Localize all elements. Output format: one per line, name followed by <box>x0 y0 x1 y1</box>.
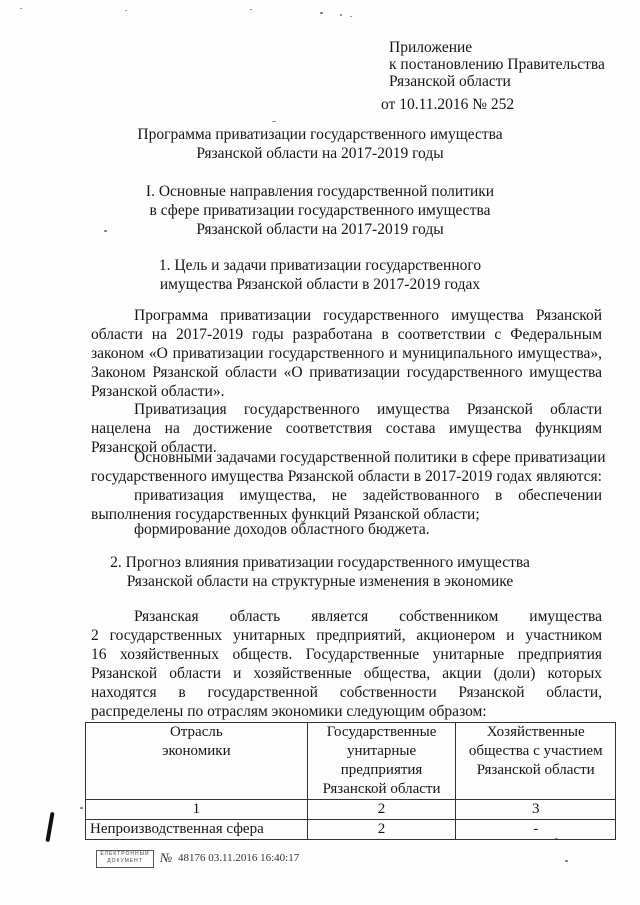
table-numbering-row <box>86 800 616 820</box>
electronic-document-stamp <box>96 850 154 868</box>
subsection1-title-1: 1. Цель и задачи приватизации государственного <box>158 257 482 274</box>
paragraph2-line-1: Приватизация государственного имущества Рязанской области <box>134 401 602 418</box>
pen-mark <box>45 812 54 842</box>
paragraph3-line-5: формирование доходов областного бюджета. <box>134 521 430 538</box>
header-gup-line-2: унитарные <box>346 743 417 759</box>
scan-speck <box>80 807 83 809</box>
header-gup-line-3: предприятия <box>340 762 423 778</box>
scan-speck <box>350 16 352 17</box>
paragraph4-line-5: находятся в государственной собственности Рязанской области, <box>91 684 602 701</box>
stamp-line-2: ДОКУМЕНТ <box>107 858 143 864</box>
paragraph4-line-1: Рязанская область является собственником имущества <box>134 608 602 625</box>
stamp-line-1: ЕЛЕКТРОННЫЙ <box>100 851 150 857</box>
section1-title-3: Рязанской области на 2017-2019 годы <box>196 221 444 238</box>
paragraph3-line-3: приватизация имущества, не задействованного в обеспечении <box>134 487 602 504</box>
subsection2-title-1: 2. Прогноз влияния приватизации государственного имущества <box>110 554 530 571</box>
paragraph4-line-4: Рязанской области и хозяйственные общества, акции (доли) которых <box>91 665 602 682</box>
header-cell-sector <box>86 723 308 800</box>
header-cell-companies <box>456 723 616 800</box>
table-row <box>86 820 616 840</box>
appendix-line-3: Рязанской области <box>389 73 511 90</box>
scan-speck <box>250 9 252 10</box>
cell-companies: - <box>456 820 616 840</box>
paragraph1-line-4: Законом Рязанской области «О приватизации государственного имущества <box>91 364 602 381</box>
paragraph4-line-6: распределены по отраслям экономики следующим образом: <box>91 703 487 720</box>
section1-title-1: I. Основные направления государственной политики <box>145 183 495 200</box>
header-companies-line-3: Рязанской области <box>476 762 595 778</box>
numbering-cell-2: 2 <box>307 800 456 820</box>
program-title-1: Программа приватизации государственного имущества <box>137 126 503 143</box>
scan-speck <box>565 860 568 862</box>
document-registration-info: 48176 03.11.2016 16:40:17 <box>178 852 300 864</box>
scan-speck <box>340 14 342 16</box>
scan-speck <box>20 8 22 9</box>
program-title-2: Рязанской области на 2017-2019 годы <box>196 145 444 162</box>
paragraph4-line-3: 16 хозяйственных обществ. Государственные унитарные предприятия <box>91 646 602 663</box>
appendix-line-2: к постановлению Правительства <box>389 56 605 73</box>
header-companies-line-2: общества с участием <box>468 743 603 759</box>
table-header-row <box>86 723 616 800</box>
paragraph1-line-1: Программа приватизации государственного имущества Рязанской <box>134 307 602 324</box>
cell-gup: 2 <box>307 820 456 840</box>
paragraph1-line-3: законом «О приватизации государственного и муниципального имущества», <box>91 345 602 362</box>
cell-sector: Непроизводственная сфера <box>86 820 308 840</box>
paragraph1-line-5: Рязанской области». <box>91 383 225 400</box>
appendix-line-1: Приложение <box>389 39 473 56</box>
paragraph3-line-4: выполнения государственных функций Рязанской области; <box>91 506 480 523</box>
scan-speck <box>272 121 276 122</box>
header-sector-line-2: экономики <box>162 743 231 759</box>
sector-distribution-table <box>85 722 616 840</box>
header-cell-gup <box>307 723 456 800</box>
subsection2-title-2: Рязанской области на структурные изменения в экономике <box>126 573 514 590</box>
numbering-cell-3: 3 <box>456 800 616 820</box>
section1-title-2: в сфере приватизации государственного имущества <box>149 202 491 219</box>
paragraph3-line-1: Основными задачами государственной политики в сфере приватизации <box>134 449 606 466</box>
header-companies-line-1: Хозяйственные <box>486 724 585 740</box>
header-sector-line-1: Отрасль <box>169 724 223 740</box>
paragraph1-line-2: области на 2017-2019 годы разработана в соответствии с Федеральным <box>91 326 602 343</box>
number-sign-icon: № <box>160 850 173 865</box>
numbering-cell-1: 1 <box>86 800 308 820</box>
header-gup-line-1: Государственные <box>326 724 437 740</box>
paragraph2-line-2: нацелена на достижение соответствия состава имущества функциям <box>91 420 602 437</box>
paragraph4-line-2: 2 государственных унитарных предприятий, акционером и участником <box>91 627 602 644</box>
scan-speck <box>125 10 127 11</box>
subsection1-title-2: имущества Рязанской области в 2017-2019 годах <box>159 276 481 293</box>
scan-speck <box>320 12 323 14</box>
paragraph3-line-2: государственного имущества Рязанской области в 2017-2019 годах являются: <box>91 468 602 485</box>
date-number: от 10.11.2016 № 252 <box>381 96 515 113</box>
paragraph2-line-3: Рязанской области. <box>91 439 217 456</box>
header-gup-line-4: Рязанской области <box>322 781 441 797</box>
